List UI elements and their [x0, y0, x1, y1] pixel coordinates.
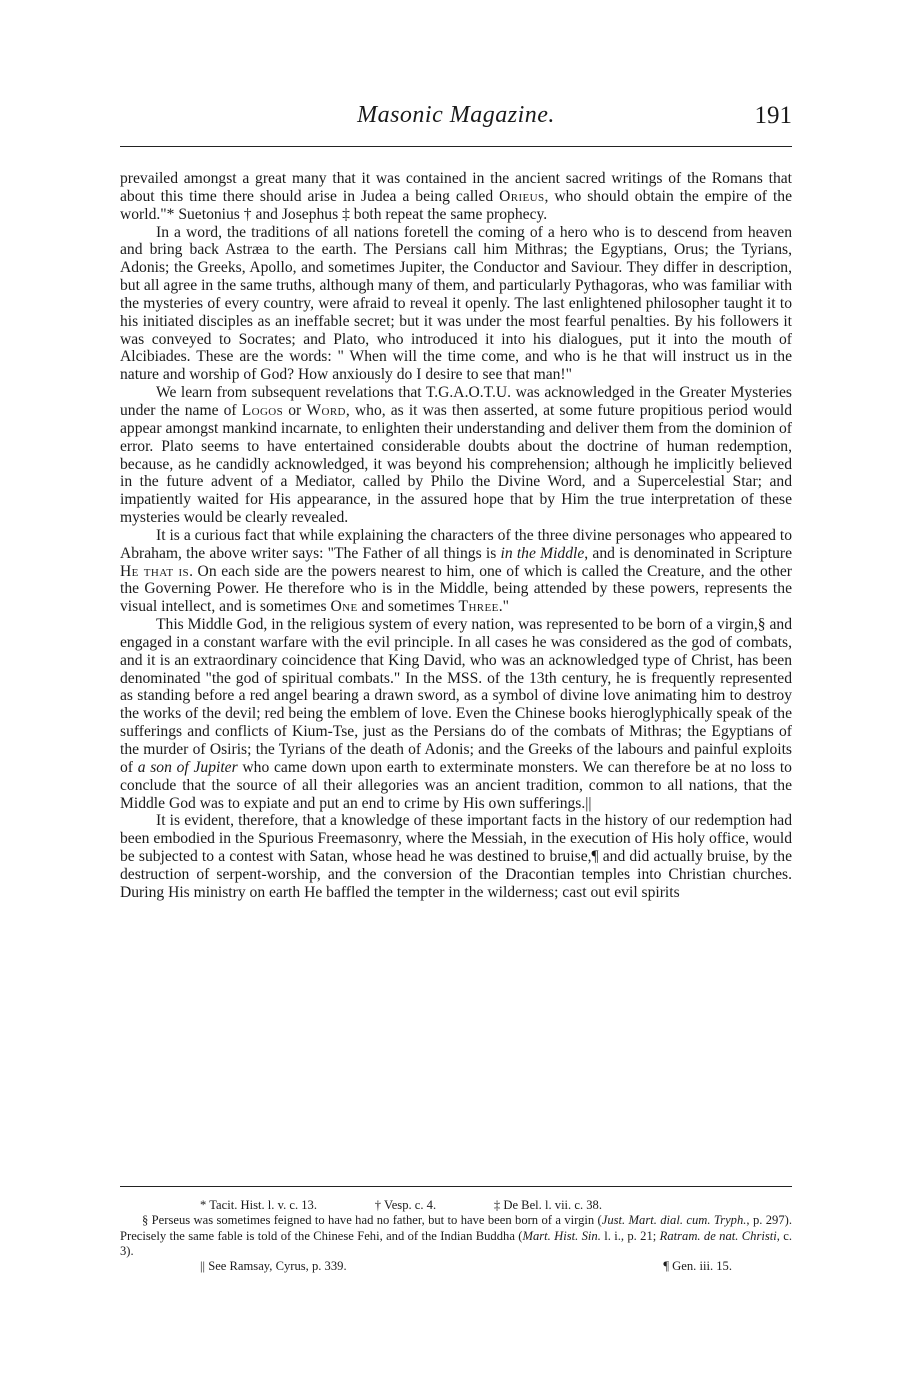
- paragraph-6: It is evident, therefore, that a knowledge of these important facts in the history of our redemption had been embodied in the Spurious Freemasonry, where the Messiah, in the execution of His holy office, would be subjected to a contest with Satan, whose head he was destined to bruise,¶ and did actually bruise, by the destruction of serpent-worship, and the conversion of the Dracontian temples into Christian churches. During His ministry on earth He baffled the tempter in the wilderness; cast out evil spirits: [120, 812, 792, 901]
- footnote-de-bel: ‡ De Bel. l. vii. c. 38.: [493, 1198, 602, 1212]
- orieus-smallcaps: Orieus: [499, 187, 545, 205]
- header-rule: [120, 146, 792, 147]
- footnote-ramsay: || See Ramsay, Cyrus, p. 339.: [200, 1259, 347, 1274]
- footnote-tacit: * Tacit. Hist. l. v. c. 13.: [200, 1198, 317, 1212]
- logos-smallcaps: Logos: [241, 401, 284, 419]
- footnote-genesis: ¶ Gen. iii. 15.: [663, 1259, 732, 1274]
- he-that-is-smallcaps: He that is: [120, 562, 190, 580]
- one-smallcaps: One: [330, 598, 358, 616]
- magazine-title: Masonic Magazine.: [357, 102, 555, 128]
- three-smallcaps: Three: [458, 598, 499, 616]
- paragraph-5: This Middle God, in the religious system of every nation, was represented to be born of a virgin,§ and engaged in a constant warfare with the evil principle. In all cases he was considered as the god of combats, and it is an extraordinary coincidence that King David, who was an acknowledged type of Christ, has been denominated "the god of spiritual combats." In the MSS. of the 13th century, he is frequently represented as standing before a red angel bearing a drawn sword, as a symbol of divine love animating him to destroy the works of the devil; red being the emblem of love. Even the Chinese books hieroglyphically speak of the sufferings and conflicts of Kium-Tse, just as the Persians do of the combats of Mithras; the Egyptians of the murder of Osiris; the Tyrians of the death of Adonis; and the Greeks of the labours and painful exploits of a son of Jupiter who came down upon earth to exterminate monsters. We can therefore be at no loss to conclude that the source of all their allegories was an ancient tradition, common to all nations, that the Middle God was to expiate and put an end to crime by His own sufferings.||: [120, 616, 792, 812]
- running-header: [120, 100, 792, 140]
- paragraph-2: In a word, the traditions of all nations foretell the coming of a hero who is to descend from heaven and bring back Astræa to the earth. The Persians call him Mithras; the Egyptians, Orus; the Tyrians, Adonis; the Greeks, Apollo, and sometimes Jupiter, the Conductor and Saviour. They differ in description, but all agree in the same truths, although many of them, and particularly Pythagoras, who was familiar with the mysteries of every country, were afraid to reveal it openly. The last enlightened philosopher taught it to his initiated disciples as an ineffable secret; but it was under the most fearful penalties. By his followers it was conveyed to Socrates; and Plato, who introduced it into his dialogues, put it into the mouth of Alcibiades. These are the words: " When will the time come, and who is he that will instruct us in the nature and worship of God? How anxiously do I desire to see that man!": [120, 223, 792, 384]
- footnote-vesp: † Vesp. c. 4.: [374, 1198, 437, 1212]
- main-text: [120, 170, 792, 902]
- page-number: 191: [754, 102, 792, 129]
- footnote-perseus: § Perseus was sometimes feigned to have had no father, but to have been born of a virgin (Just. Mart. dial. cum. Tryph., p. 297). Precisely the same fable is told of the Chinese Fehi, and of the Indian Buddha (Mart. Hist. Sin. l. i., p. 21; Ratram. de nat. Christi, c. 3).: [120, 1213, 792, 1258]
- paragraph-1: prevailed amongst a great many that it was contained in the ancient sacred writings of the Romans that about this time there should arise in Judea a being called Orieus, who should obtain the empire of the world."* Suetonius † and Josephus ‡ both repeat the same prophecy.: [120, 170, 792, 223]
- footnote-rule: [120, 1186, 792, 1187]
- son-of-jupiter-italic: a son of Jupiter: [137, 758, 238, 776]
- in-the-middle-italic: in the Middle: [500, 544, 585, 562]
- footnote-row-1: [120, 1198, 792, 1213]
- footnotes: [120, 1198, 792, 1274]
- word-smallcaps: Word: [306, 401, 346, 419]
- footnote-row-3: [120, 1259, 792, 1274]
- paragraph-3: We learn from subsequent revelations that T.G.A.O.T.U. was acknowledged in the Greater Mysteries under the name of Logos or Word, who, as it was then asserted, at some future propitious period would appear amongst mankind incarnate, to enlighten their understanding and deliver them from the dominion of error. Plato seems to have entertained considerable doubts about the doctrine of human redemption, because, as he candidly acknowledged, it was beyond his comprehension; although he implicitly believed in the future advent of a Mediator, called by Philo the Divine Word, and a Supercelestial Star; and impatiently waited for His appearance, in the assured hope that by Him the true interpretation of these mysteries would be clearly revealed.: [120, 384, 792, 527]
- paragraph-4: It is a curious fact that while explaining the characters of the three divine personages who appeared to Abraham, the above writer says: "The Father of all things is in the Middle, and is denominated in Scripture He that is. On each side are the powers nearest to him, one of which is called the Creature, and the other the Governing Power. He therefore who is in the Middle, being attended by these powers, represents the visual intellect, and is sometimes One and sometimes Three.": [120, 526, 792, 616]
